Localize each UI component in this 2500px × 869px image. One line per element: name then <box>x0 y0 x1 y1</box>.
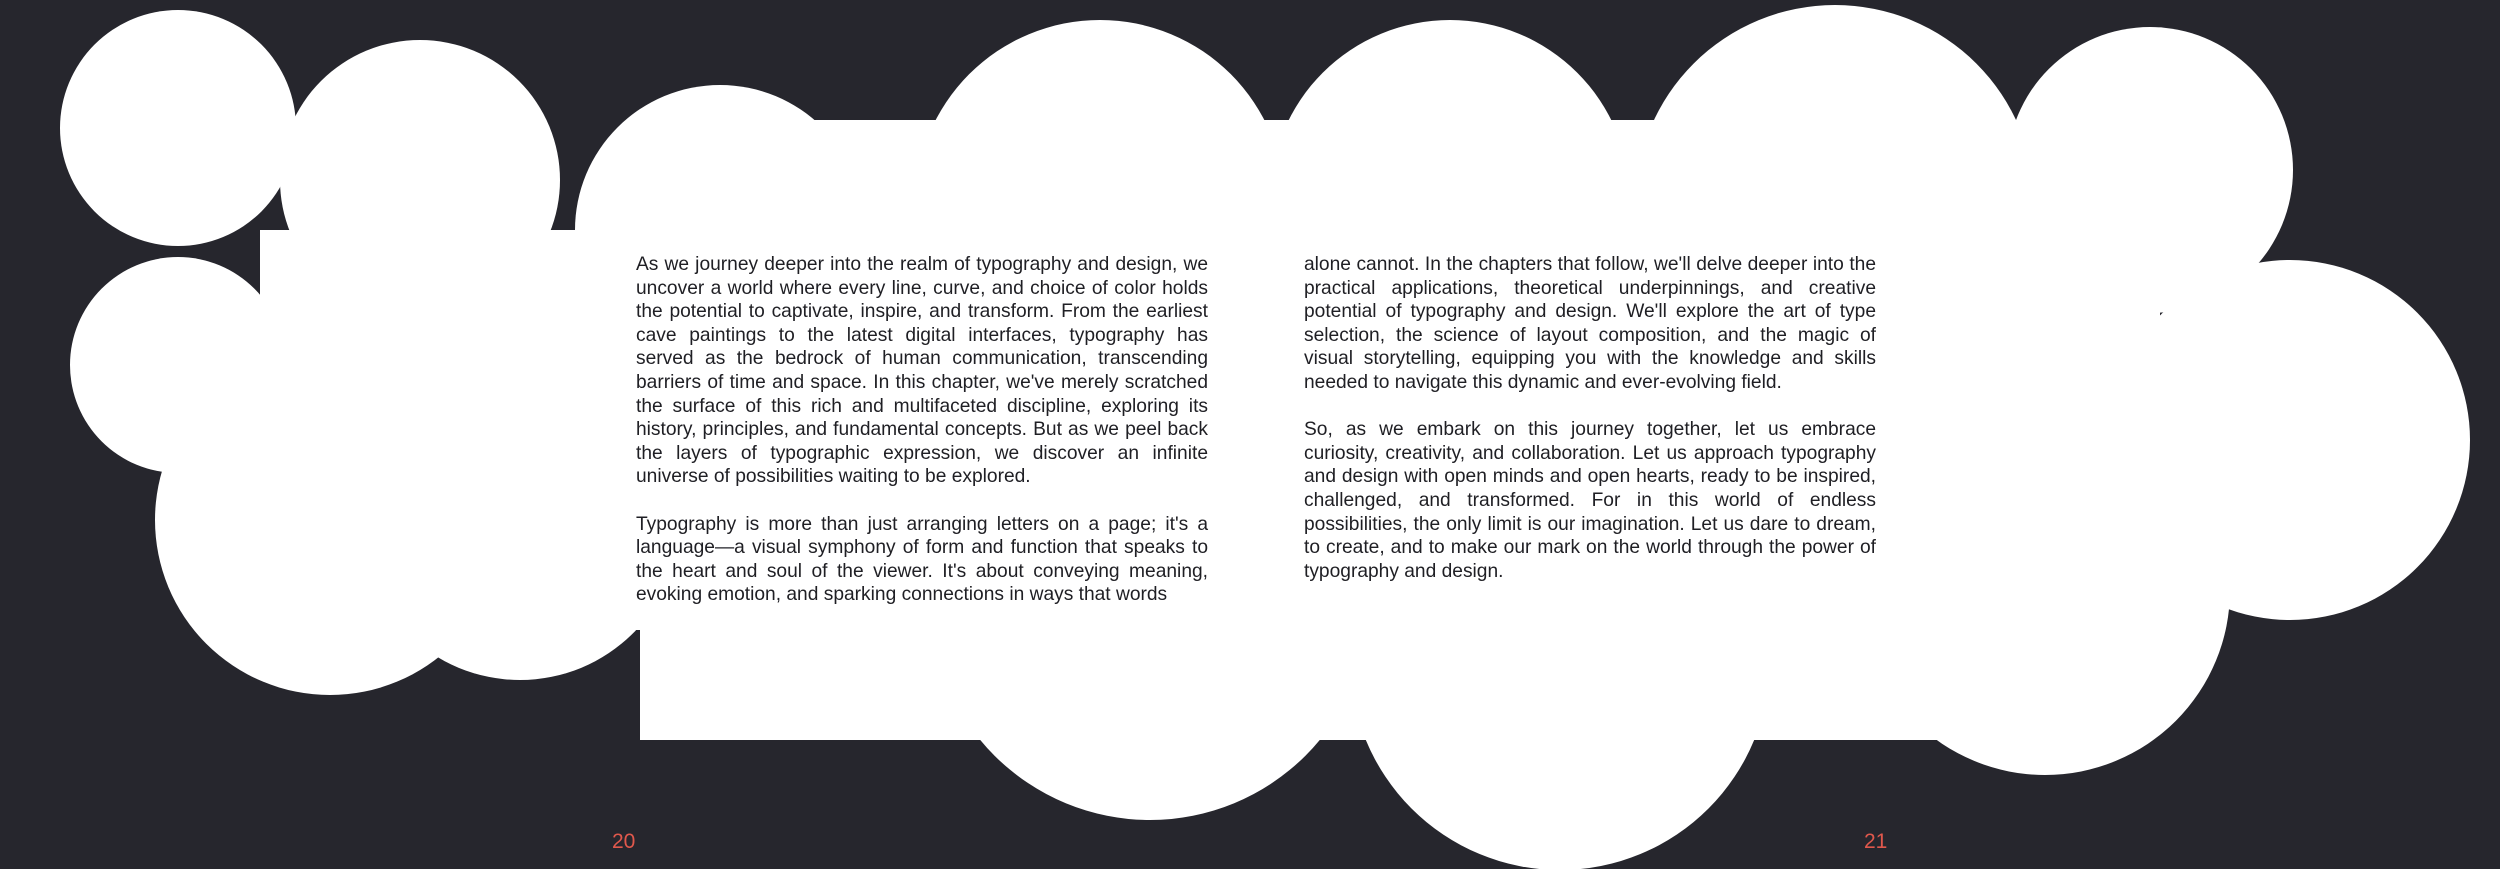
right-page-text <box>1304 253 1876 583</box>
left-paragraph-1: As we journey deeper into the realm of typography and design, we uncover a world where every line, curve, and choice of color holds the potential to captivate, inspire, and transform. From the earliest cave paintings to the latest digital interfaces, typography has served as the bedrock of human communication, transcending barriers of time and space. In this chapter, we've merely scratched the surface of this rich and multifaceted discipline, exploring its history, principles, and fundamental concepts. But as we peel back the layers of typographic expression, we discover an infinite universe of possibilities waiting to be explored. <box>636 254 1208 488</box>
left-page-text <box>636 253 1208 607</box>
left-paragraph-2: Typography is more than just arranging letters on a page; it's a language—a visual symphony of form and function that speaks to the heart and soul of the viewer. It's about conveying meaning, evoking emotion, and sparking connections in ways that words <box>636 513 1208 606</box>
right-paragraph-1: alone cannot. In the chapters that follow, we'll delve deeper into the practical applications, theoretical underpinnings, and creative potential of typography and design. We'll explore the art of type selection, the science of layout composition, and the magic of visual storytelling, equipping you with the knowledge and skills needed to navigate this dynamic and ever-evolving field. <box>1304 254 1876 393</box>
left-page-number: 20 <box>612 830 636 853</box>
right-paragraph-2: So, as we embark on this journey together, let us embrace curiosity, creativity, and collaboration. Let us approach typography and design with open minds and open hearts, ready to be inspired, challenged, and transformed. For in this world of endless possibilities, the only limit is our imagination. Let us dare to dream, to create, and to make our mark on the world through the power of typography and design. <box>1304 419 1876 582</box>
right-page-number: 21 <box>1864 830 1888 853</box>
